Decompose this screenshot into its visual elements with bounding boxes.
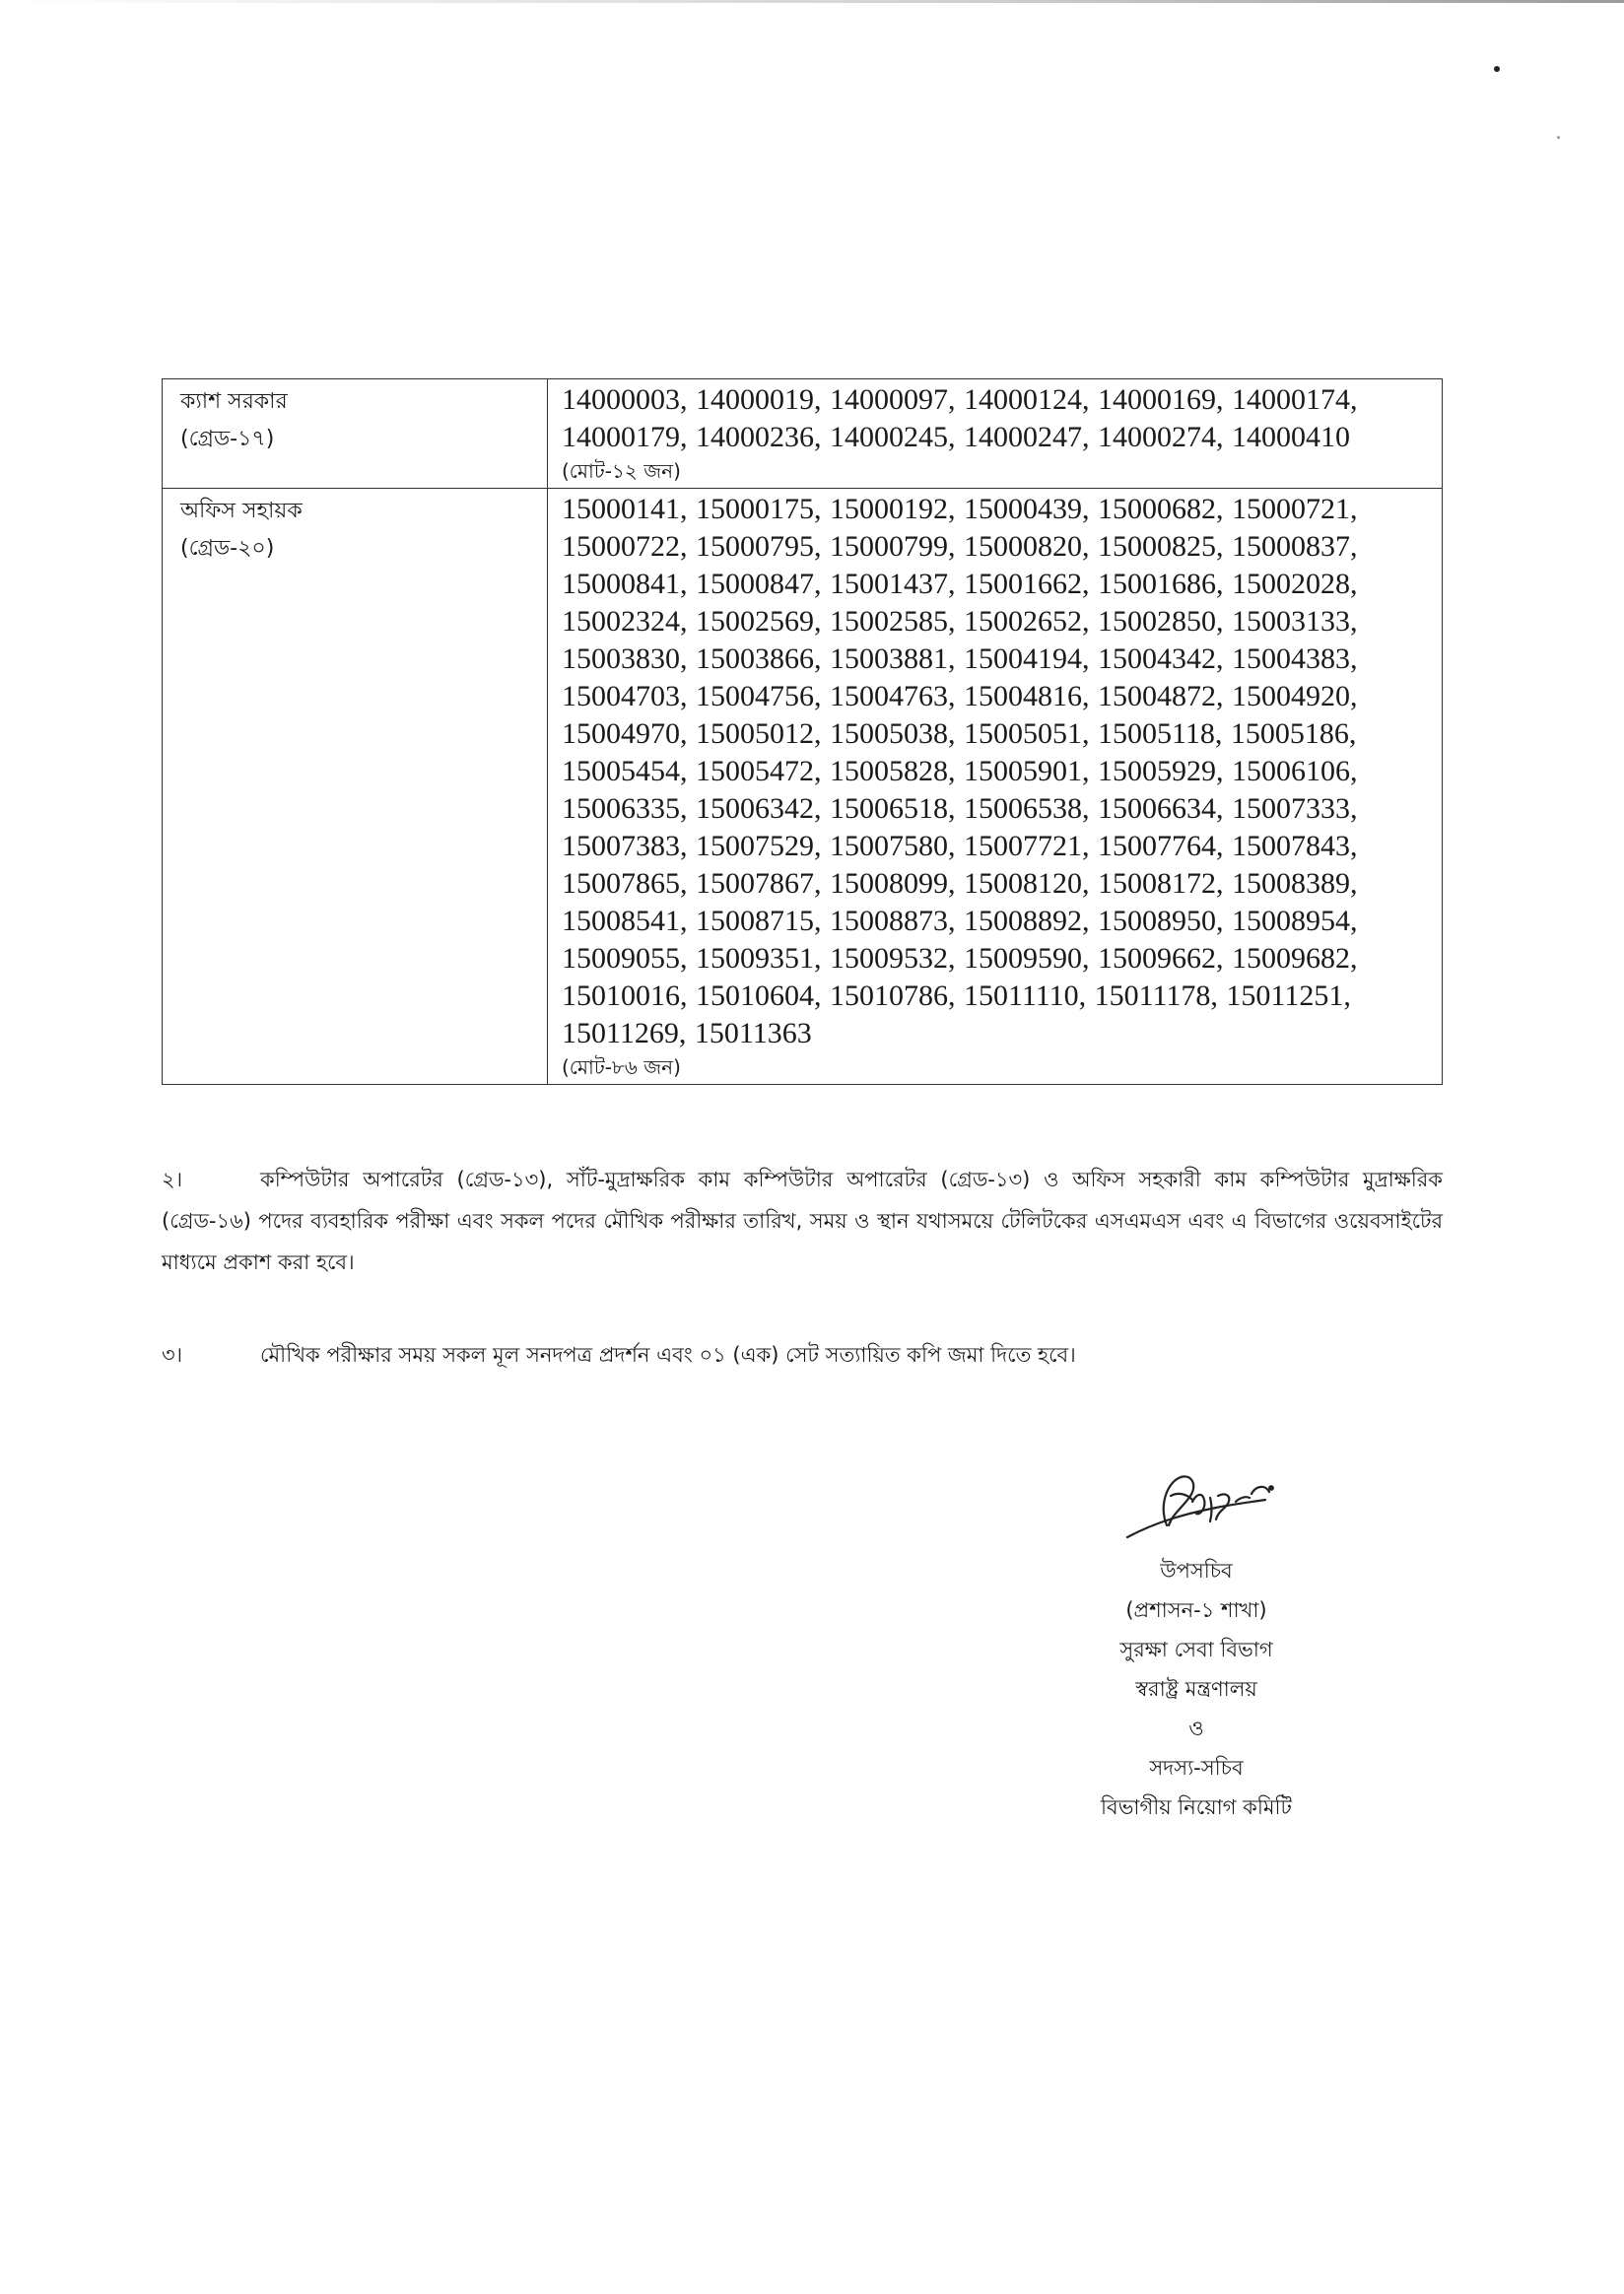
signatory-conjunction: ও	[1188, 1717, 1204, 1740]
scan-speck	[1494, 66, 1500, 72]
post-grade: (গ্রেড-২০)	[180, 536, 275, 561]
paragraph-text: মৌখিক পরীক্ষার সময় সকল মূল সনদপত্র প্রদর্শন এবং ০১ (এক) সেট সত্যায়িত কপি জমা দিতে হবে।	[260, 1343, 1076, 1367]
paragraph-text: কম্পিউটার অপারেটর (গ্রেড-১৩), সাঁট-মুদ্রাক্ষরিক কাম কম্পিউটার অপারেটর (গ্রেড-১৩) ও অফিস সহকারী কাম কম্পিউটার মুদ্রাক্ষরিক (গ্রেড-১৬) পদের ব্যবহারিক পরীক্ষা এবং সকল পদের মৌখিক পরীক্ষার তারিখ, সময় ও স্থান যথাসময়ে টেলিটকের এসএমএস এবং এ বিভাগের ওয়েবসাইটের মাধ্যমে প্রকাশ করা হবে।	[162, 1168, 1443, 1274]
roll-cell	[548, 379, 1443, 489]
result-table	[162, 378, 1443, 1085]
post-name: ক্যাশ সরকার	[180, 389, 288, 414]
total-count: (মোট-৮৬ জন)	[562, 1055, 681, 1079]
paragraph-3	[162, 1334, 1443, 1376]
signature-block	[1029, 1456, 1364, 1827]
signatory-role: সদস্য-সচিব	[1149, 1756, 1244, 1780]
scan-edge	[0, 0, 1624, 3]
handwritten-signature	[1108, 1456, 1285, 1551]
signatory-division: সুরক্ষা সেবা বিভাগ	[1119, 1638, 1273, 1661]
paragraph-2	[162, 1159, 1443, 1283]
roll-cell	[548, 489, 1443, 1085]
table-row	[163, 489, 1443, 1085]
paragraph-number: ২।	[162, 1168, 183, 1191]
signatory-committee: বিভাগীয় নিয়োগ কমিটি	[1101, 1795, 1292, 1819]
table-row	[163, 379, 1443, 489]
roll-number-list: 14000003, 14000019, 14000097, 14000124, 14000169, 14000174, 14000179, 14000236, 14000245, 14000247, 14000274, 14000410	[562, 383, 1358, 453]
signatory-designation: উপসচিব	[1160, 1559, 1233, 1583]
signatory-ministry: স্বরাষ্ট্র মন্ত্রণালয়	[1135, 1677, 1257, 1701]
total-count: (মোট-১২ জন)	[562, 459, 681, 483]
post-grade: (গ্রেড-১৭)	[180, 427, 275, 451]
roll-number-list: 15000141, 15000175, 15000192, 15000439, 15000682, 15000721, 15000722, 15000795, 15000799, 15000820, 15000825, 15000837, 15000841, 15000847, 15001437, 15001662, 15001686, 15002028, 15002324, 15002569, 15002585, 15002652, 15002850, 15003133, 15003830, 15003866, 15003881, 15004194, 15004342, 15004383, 15004703, 15004756, 15004763, 15004816, 15004872, 15004920, 15004970, 15005012, 15005038, 15005051, 15005118, 15005186, 15005454, 15005472, 15005828, 15005901, 15005929, 15006106, 15006335, 15006342, 15006518, 15006538, 15006634, 15007333, 15007383, 15007529, 15007580, 15007721, 15007764, 15007843, 15007865, 15007867, 15008099, 15008120, 15008172, 15008389, 15008541, 15008715, 15008873, 15008892, 15008950, 15008954, 15009055, 15009351, 15009532, 15009590, 15009662, 15009682, 15010016, 15010604, 15010786, 15011110, 15011178, 15011251, 15011269, 15011363	[562, 493, 1358, 1049]
scan-speck	[1557, 136, 1560, 139]
paragraph-number: ৩।	[162, 1343, 183, 1367]
post-cell	[163, 379, 548, 489]
signatory-branch: (প্রশাসন-১ শাখা)	[1125, 1598, 1267, 1622]
post-name: অফিস সহায়ক	[180, 499, 303, 523]
post-cell	[163, 489, 548, 1085]
